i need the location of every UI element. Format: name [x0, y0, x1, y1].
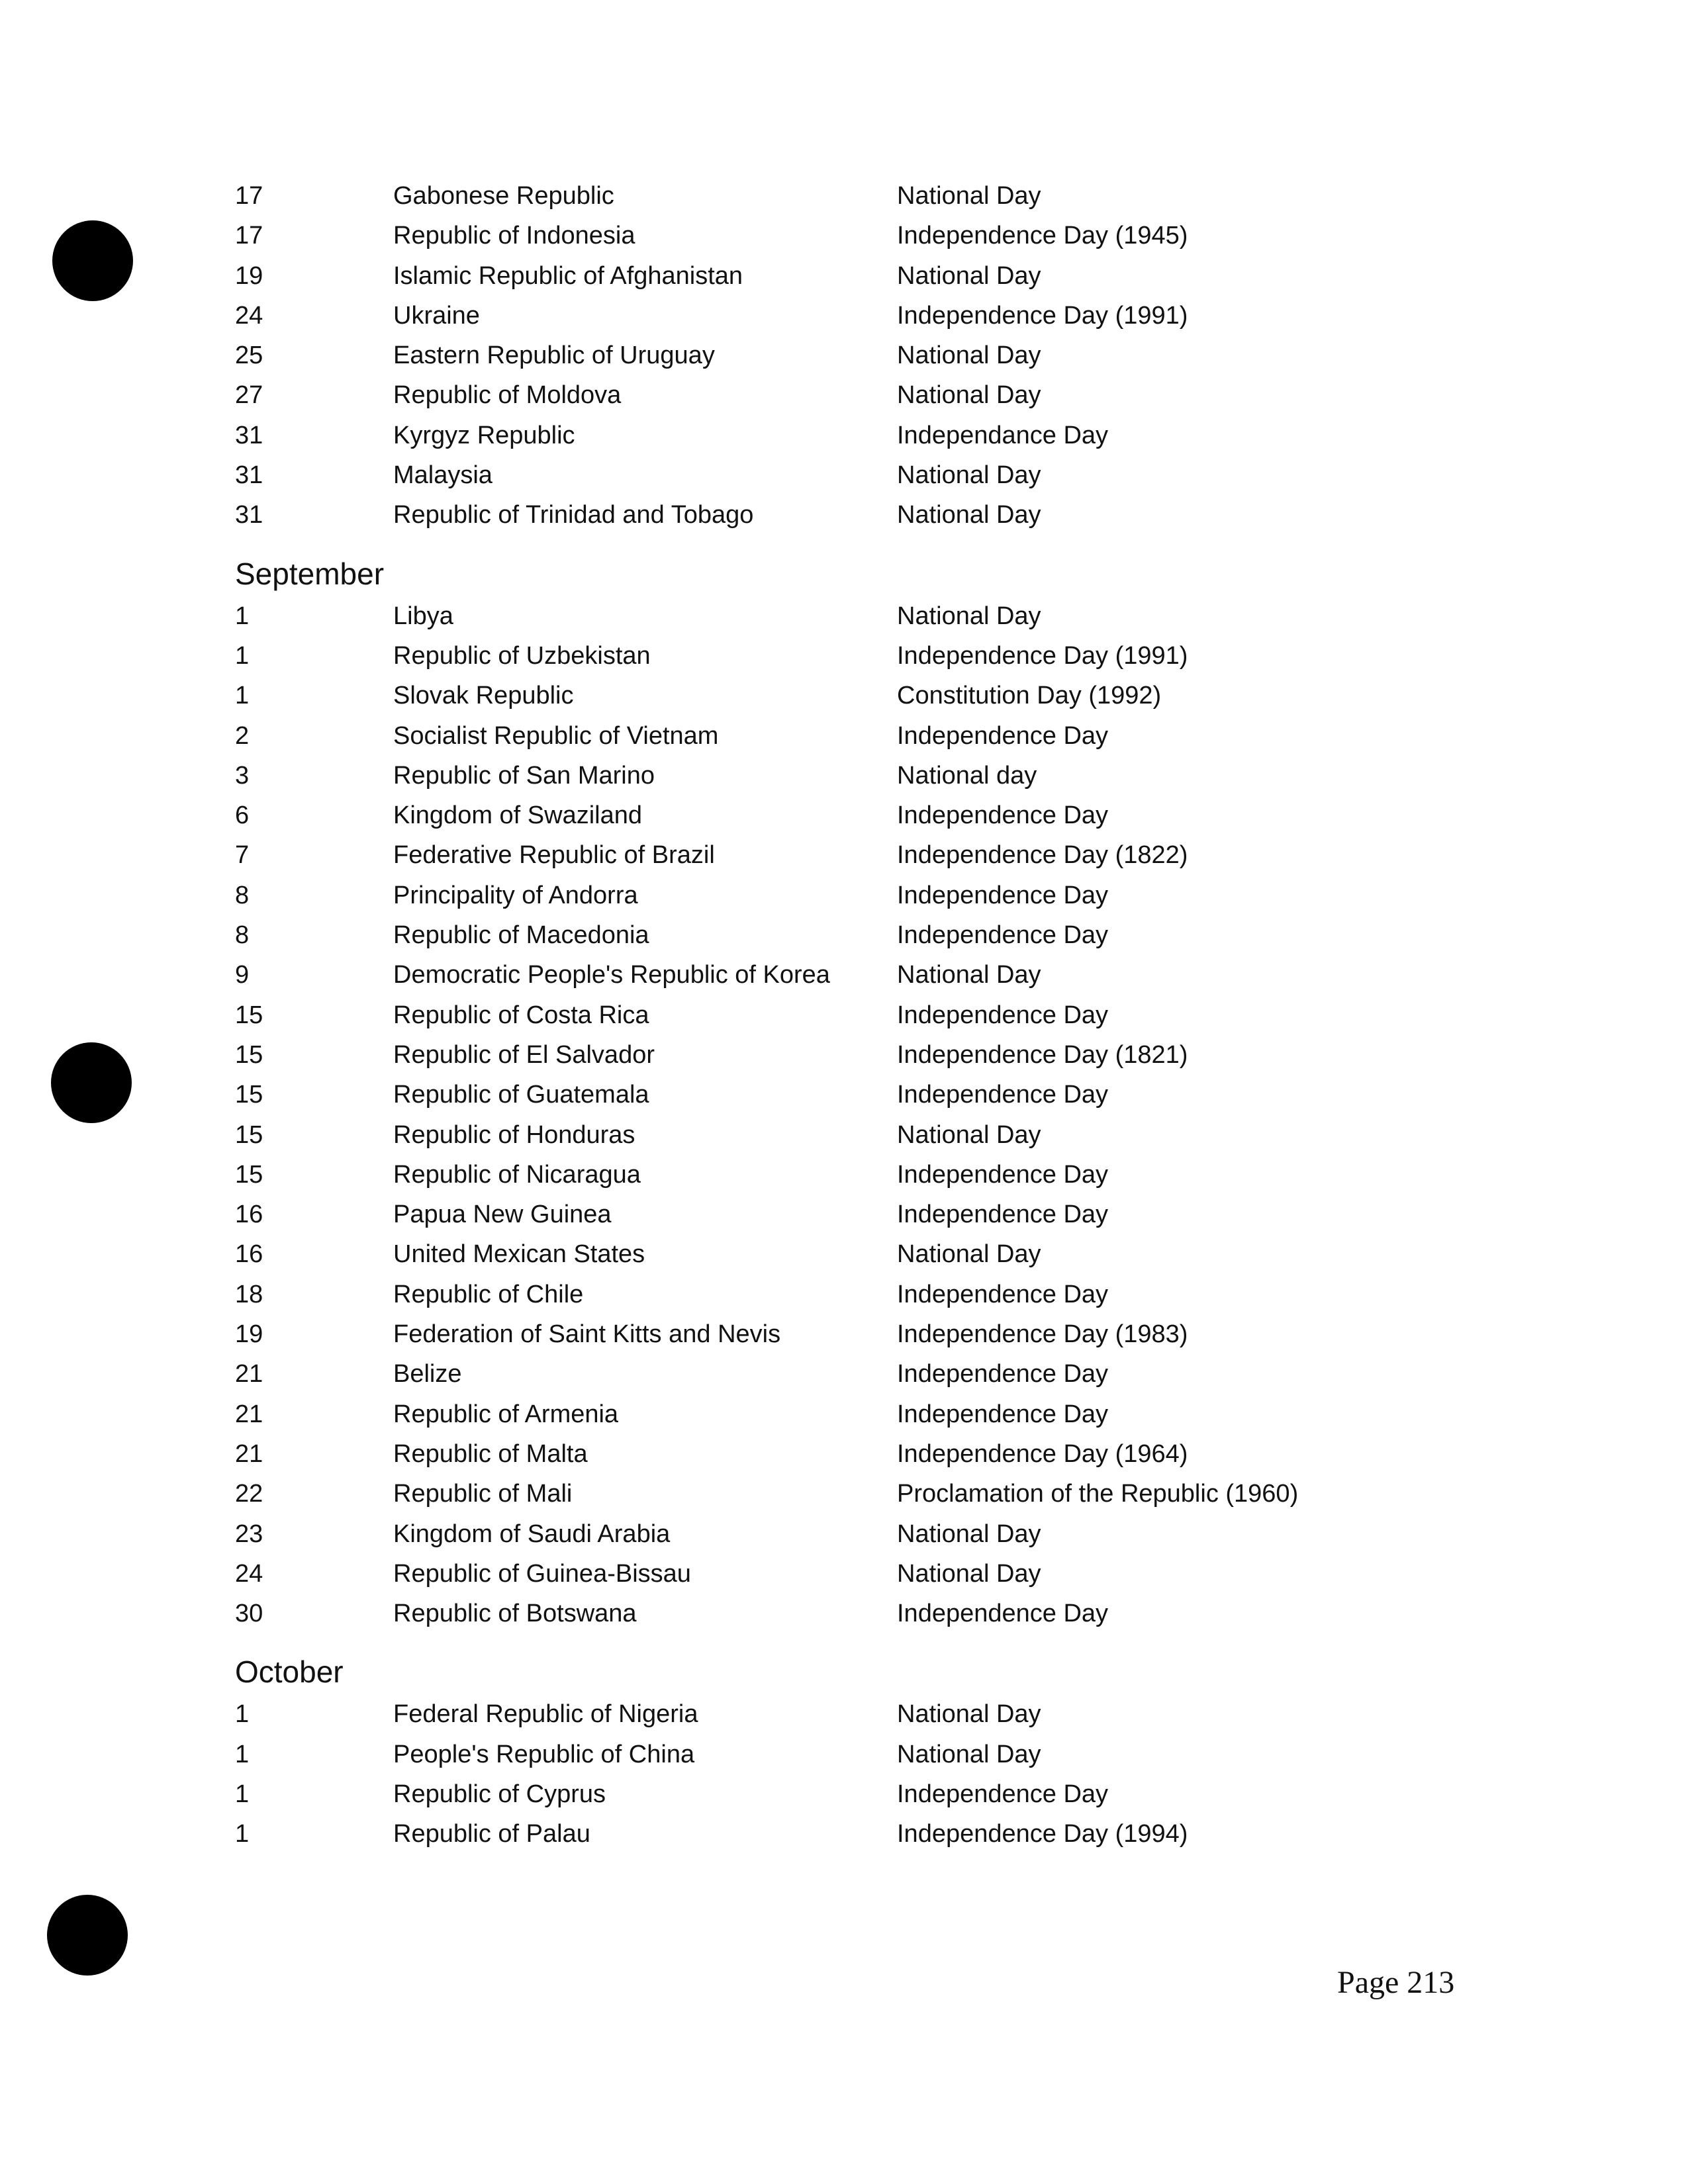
holiday-row — [235, 1394, 1427, 1434]
holiday-row — [235, 1554, 1427, 1594]
country-cell: Republic of Guatemala — [393, 1081, 649, 1109]
country-cell: Republic of Guinea-Bissau — [393, 1559, 691, 1588]
country-cell: Kingdom of Swaziland — [393, 801, 642, 830]
country-cell: Republic of San Marino — [393, 761, 655, 790]
holiday-row — [235, 375, 1427, 415]
holiday-row — [235, 676, 1427, 715]
day-cell: 25 — [235, 341, 263, 370]
holiday-row — [235, 1354, 1427, 1394]
holiday-row — [235, 216, 1427, 255]
day-cell: 17 — [235, 182, 263, 210]
holiday-row — [235, 876, 1427, 915]
country-cell: United Mexican States — [393, 1240, 645, 1269]
holiday-row — [235, 995, 1427, 1035]
day-cell: 24 — [235, 301, 263, 330]
holiday-row — [235, 1075, 1427, 1115]
event-cell: National Day — [897, 1120, 1041, 1149]
event-cell: Independence Day — [897, 881, 1109, 909]
day-cell: 1 — [235, 1780, 250, 1808]
holiday-row — [235, 636, 1427, 676]
punch-hole-middle — [51, 1042, 132, 1123]
country-cell: Eastern Republic of Uruguay — [393, 341, 715, 370]
country-cell: Gabonese Republic — [393, 182, 614, 210]
event-cell: Independence Day (1822) — [897, 841, 1188, 870]
event-cell: National Day — [897, 1240, 1041, 1269]
event-cell: Independence Day (1945) — [897, 222, 1188, 250]
event-cell: National Day — [897, 961, 1041, 989]
country-cell: Ukraine — [393, 301, 480, 330]
day-cell: 21 — [235, 1439, 263, 1468]
event-cell: National Day — [897, 381, 1041, 410]
event-cell: Proclamation of the Republic (1960) — [897, 1480, 1299, 1508]
day-cell: 3 — [235, 761, 250, 790]
holiday-row — [235, 1694, 1427, 1734]
country-cell: Republic of Costa Rica — [393, 1001, 649, 1029]
holiday-row — [235, 1115, 1427, 1155]
country-cell: Republic of El Salvador — [393, 1040, 655, 1069]
event-cell: National Day — [897, 602, 1041, 630]
country-cell: Belize — [393, 1360, 462, 1388]
holiday-row — [235, 1474, 1427, 1514]
event-cell: Independance Day — [897, 421, 1109, 449]
punch-hole-bottom — [47, 1895, 128, 1976]
event-cell: National Day — [897, 341, 1041, 370]
day-cell: 15 — [235, 1040, 263, 1069]
holiday-row — [235, 1275, 1427, 1314]
event-cell: Independence Day (1991) — [897, 301, 1188, 330]
country-cell: People's Republic of China — [393, 1740, 695, 1768]
event-cell: Independence Day — [897, 1600, 1109, 1628]
day-cell: 16 — [235, 1240, 263, 1269]
event-cell: National Day — [897, 261, 1041, 290]
month-heading: September — [235, 556, 385, 591]
holiday-row — [235, 835, 1427, 875]
day-cell: 15 — [235, 1160, 263, 1189]
day-cell: 21 — [235, 1360, 263, 1388]
country-cell: Republic of Macedonia — [393, 921, 649, 950]
event-cell: National Day — [897, 182, 1041, 210]
country-cell: Republic of Trinidad and Tobago — [393, 501, 754, 529]
holiday-row — [235, 1314, 1427, 1354]
punch-hole-top — [52, 220, 133, 301]
country-cell: Republic of Palau — [393, 1820, 590, 1848]
country-cell: Papua New Guinea — [393, 1201, 612, 1229]
day-cell: 8 — [235, 921, 250, 950]
holiday-list — [235, 176, 1427, 1854]
day-cell: 31 — [235, 501, 263, 529]
month-section — [235, 1653, 1427, 1854]
holiday-row — [235, 1735, 1427, 1774]
country-cell: Slovak Republic — [393, 682, 574, 710]
page-number: Page 213 — [1337, 1965, 1455, 2000]
holiday-row — [235, 1774, 1427, 1814]
day-cell: 8 — [235, 881, 250, 909]
day-cell: 16 — [235, 1201, 263, 1229]
country-cell: Federal Republic of Nigeria — [393, 1700, 698, 1729]
holiday-row — [235, 1434, 1427, 1474]
event-cell: Independence Day (1964) — [897, 1439, 1188, 1468]
country-cell: Republic of Cyprus — [393, 1780, 606, 1808]
country-cell: Republic of Chile — [393, 1280, 584, 1308]
day-cell: 18 — [235, 1280, 263, 1308]
day-cell: 15 — [235, 1120, 263, 1149]
country-cell: Republic of Botswana — [393, 1600, 637, 1628]
country-cell: Federation of Saint Kitts and Nevis — [393, 1320, 781, 1349]
day-cell: 2 — [235, 721, 250, 750]
day-cell: 31 — [235, 421, 263, 449]
event-cell: Independence Day — [897, 1201, 1109, 1229]
country-cell: Kingdom of Saudi Arabia — [393, 1520, 671, 1548]
holiday-row — [235, 455, 1427, 495]
event-cell: National Day — [897, 1520, 1041, 1548]
country-cell: Republic of Mali — [393, 1480, 573, 1508]
event-cell: Independence Day (1991) — [897, 641, 1188, 670]
holiday-row — [235, 1155, 1427, 1195]
event-cell: Independence Day — [897, 921, 1109, 950]
day-cell: 1 — [235, 682, 250, 710]
holiday-row — [235, 1814, 1427, 1854]
day-cell: 1 — [235, 1700, 250, 1729]
event-cell: National Day — [897, 461, 1041, 490]
country-cell: Malaysia — [393, 461, 492, 490]
country-cell: Islamic Republic of Afghanistan — [393, 261, 743, 290]
month-section — [235, 176, 1427, 535]
country-cell: Federative Republic of Brazil — [393, 841, 715, 870]
event-cell: Independence Day — [897, 1780, 1109, 1808]
day-cell: 17 — [235, 222, 263, 250]
day-cell: 1 — [235, 1740, 250, 1768]
day-cell: 9 — [235, 961, 250, 989]
day-cell: 7 — [235, 841, 250, 870]
day-cell: 19 — [235, 1320, 263, 1349]
day-cell: 1 — [235, 641, 250, 670]
event-cell: Independence Day — [897, 1280, 1109, 1308]
holiday-row — [235, 716, 1427, 756]
holiday-row — [235, 596, 1427, 636]
holiday-row — [235, 1514, 1427, 1554]
holiday-row — [235, 176, 1427, 216]
event-cell: Independence Day — [897, 1001, 1109, 1029]
event-cell: National Day — [897, 501, 1041, 529]
country-cell: Principality of Andorra — [393, 881, 638, 909]
day-cell: 15 — [235, 1081, 263, 1109]
day-cell: 22 — [235, 1480, 263, 1508]
event-cell: Independence Day — [897, 1081, 1109, 1109]
holiday-row — [235, 756, 1427, 796]
holiday-row — [235, 416, 1427, 455]
country-cell: Kyrgyz Republic — [393, 421, 575, 449]
holiday-row — [235, 796, 1427, 835]
event-cell: National Day — [897, 1700, 1041, 1729]
country-cell: Republic of Armenia — [393, 1400, 619, 1428]
holiday-row — [235, 495, 1427, 535]
holiday-row — [235, 1234, 1427, 1274]
event-cell: Independence Day — [897, 1160, 1109, 1189]
event-cell: Constitution Day (1992) — [897, 682, 1162, 710]
country-cell: Republic of Nicaragua — [393, 1160, 641, 1189]
event-cell: Independence Day (1983) — [897, 1320, 1188, 1349]
event-cell: Independence Day — [897, 801, 1109, 830]
event-cell: Independence Day (1994) — [897, 1820, 1188, 1848]
country-cell: Republic of Malta — [393, 1439, 588, 1468]
day-cell: 31 — [235, 461, 263, 490]
day-cell: 27 — [235, 381, 263, 410]
day-cell: 19 — [235, 261, 263, 290]
holiday-row — [235, 1035, 1427, 1075]
day-cell: 24 — [235, 1559, 263, 1588]
event-cell: Independence Day — [897, 721, 1109, 750]
country-cell: Libya — [393, 602, 453, 630]
country-cell: Republic of Indonesia — [393, 222, 635, 250]
day-cell: 30 — [235, 1600, 263, 1628]
event-cell: Independence Day — [897, 1400, 1109, 1428]
holiday-row — [235, 1594, 1427, 1633]
event-cell: National Day — [897, 1740, 1041, 1768]
holiday-row — [235, 296, 1427, 336]
month-heading: October — [235, 1655, 344, 1690]
event-cell: Independence Day — [897, 1360, 1109, 1388]
event-cell: National Day — [897, 1559, 1041, 1588]
day-cell: 23 — [235, 1520, 263, 1548]
day-cell: 15 — [235, 1001, 263, 1029]
day-cell: 1 — [235, 1820, 250, 1848]
country-cell: Republic of Moldova — [393, 381, 622, 410]
event-cell: Independence Day (1821) — [897, 1040, 1188, 1069]
holiday-row — [235, 955, 1427, 995]
holiday-row — [235, 915, 1427, 955]
month-section — [235, 555, 1427, 1634]
country-cell: Republic of Uzbekistan — [393, 641, 651, 670]
country-cell: Democratic People's Republic of Korea — [393, 961, 830, 989]
day-cell: 1 — [235, 602, 250, 630]
event-cell: National day — [897, 761, 1037, 790]
holiday-row — [235, 336, 1427, 375]
day-cell: 21 — [235, 1400, 263, 1428]
country-cell: Republic of Honduras — [393, 1120, 635, 1149]
holiday-row — [235, 256, 1427, 296]
holiday-row — [235, 1195, 1427, 1234]
country-cell: Socialist Republic of Vietnam — [393, 721, 719, 750]
day-cell: 6 — [235, 801, 250, 830]
